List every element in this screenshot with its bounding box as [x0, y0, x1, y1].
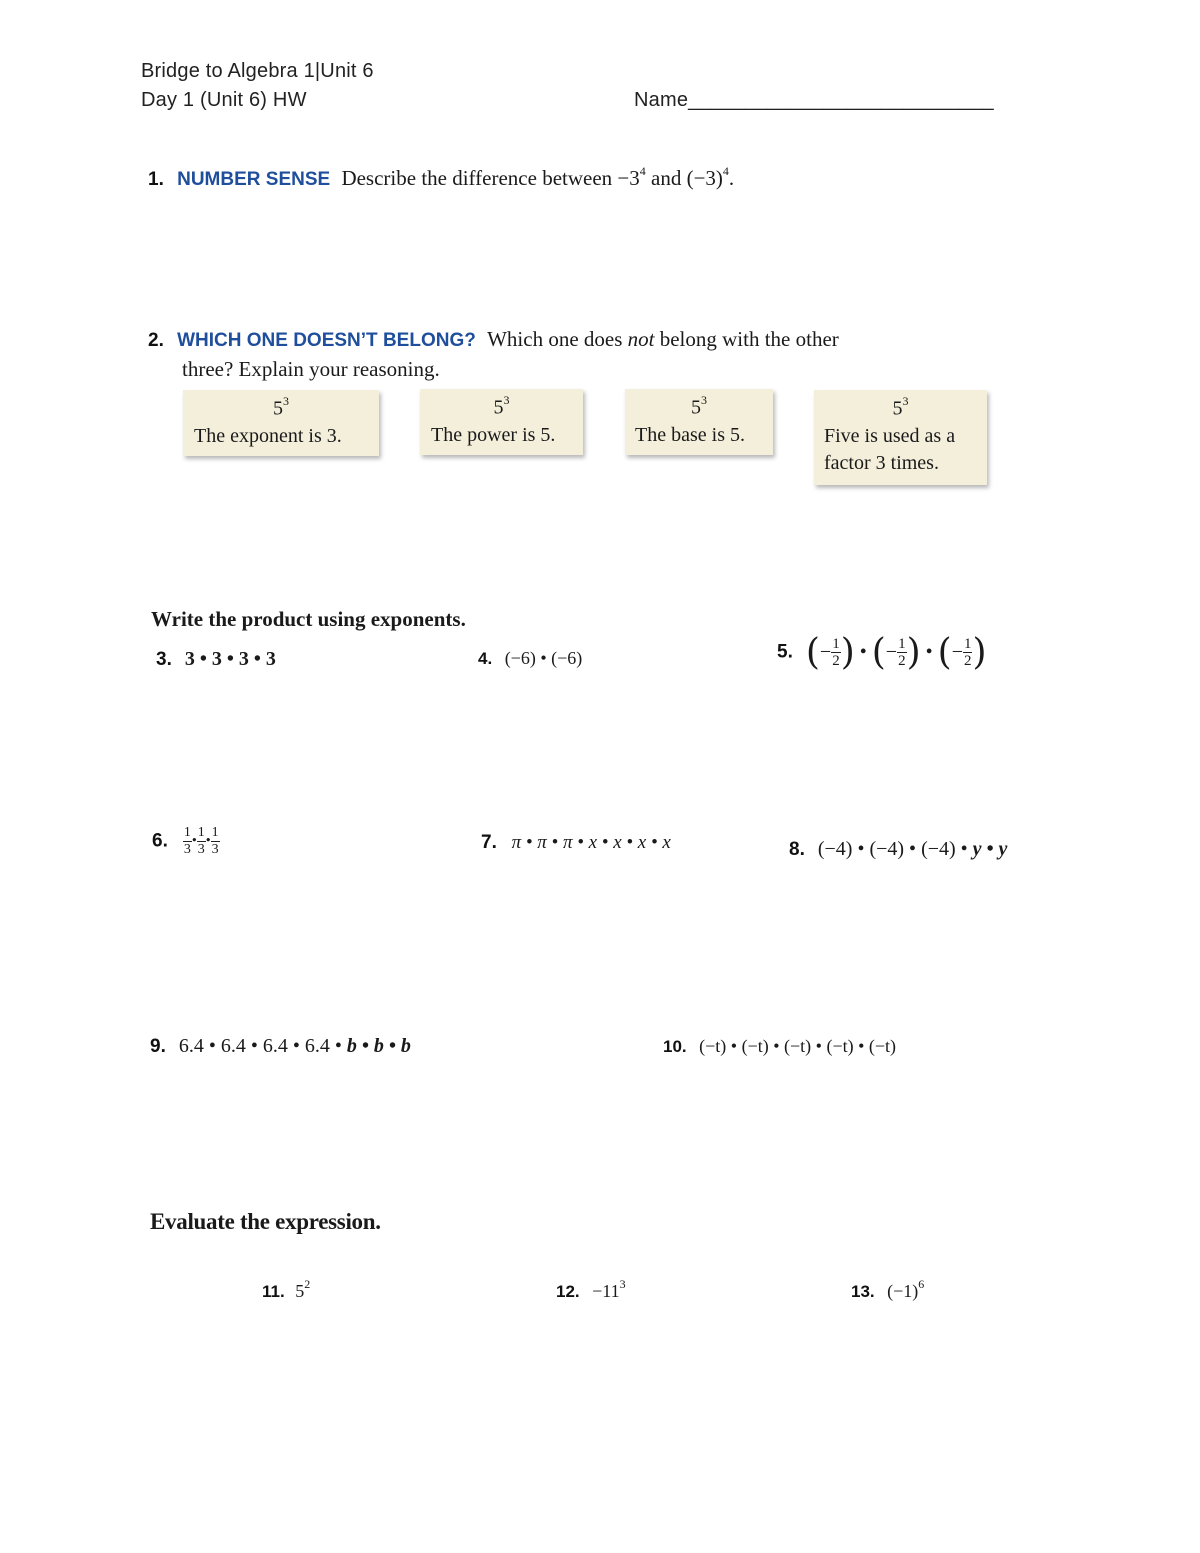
course-title: Bridge to Algebra 1|Unit 6 [141, 60, 374, 82]
problem-number: 4. [478, 649, 493, 668]
problem-tag: WHICH ONE DOESN’T BELONG? [177, 330, 476, 351]
card-power: $5^3$ [273, 394, 289, 420]
problem-number: 6. [152, 830, 168, 852]
problem-11 [262, 1279, 310, 1302]
problem-12 [556, 1279, 626, 1302]
card-text: The base is 5. [635, 423, 745, 446]
problem-text-c: three? Explain your reasoning. [182, 357, 440, 381]
problem-variables: b • b • b [346, 1035, 411, 1057]
problem-expression: (−6) • (−6) [504, 648, 583, 668]
problem-6 [152, 825, 220, 858]
card-text: The exponent is 3. [194, 424, 342, 447]
card-text: The power is 5. [431, 423, 556, 446]
name-field[interactable]: Name___________________________ [634, 89, 994, 111]
problem-number: 2. [148, 330, 164, 351]
problem-9 [150, 1035, 411, 1058]
problem-number: 8. [789, 839, 805, 860]
problem-7 [481, 832, 671, 854]
problem-expression: $5^2$ [295, 1277, 311, 1301]
problem-expression: 6.4 • 6.4 • 6.4 • 6.4 • [178, 1035, 342, 1057]
problem-5 [777, 632, 987, 673]
problem-number: 13. [851, 1282, 875, 1301]
problem-8 [789, 838, 1007, 861]
card-power: $5^3$ [892, 394, 909, 420]
problem-number: 12. [556, 1282, 580, 1301]
problem-text-not: not [627, 327, 655, 351]
problem-number: 11. [262, 1282, 285, 1301]
section-heading-evaluate: Evaluate the expression. [150, 1209, 381, 1234]
problem-4 [478, 648, 582, 669]
problem-text: Describe the difference between $-3^4$ and $(-3)^4$. [341, 164, 735, 190]
card-power: $5^3$ [493, 393, 510, 419]
problem-2 [148, 325, 908, 383]
problem-expression: $-11^3$ [592, 1277, 626, 1301]
card-text-line1: Five is used as a [824, 424, 956, 447]
problem-expression: (− $\frac{1}{2}$ ) • (− $\frac{1}{2}$ ) • (− $\frac{1}{2}$ ) [805, 632, 987, 673]
section-heading-products: Write the product using exponents. [151, 607, 466, 631]
problem-number: 7. [481, 832, 497, 853]
problem-number: 10. [663, 1037, 687, 1056]
problem-text-b: belong with the other [659, 327, 839, 351]
problem-expression: π • π • π • x • x • x • x [511, 832, 671, 853]
problem-3 [156, 648, 276, 671]
problem-expression: 3 • 3 • 3 • 3 [184, 648, 276, 670]
problem-expression: $(-1)^6$ [887, 1277, 925, 1301]
problem-number: 9. [150, 1036, 166, 1057]
problem-text-a: Which one does [487, 327, 623, 351]
problem-tag: NUMBER SENSE [177, 169, 331, 190]
problem-variables: y • y [972, 838, 1008, 860]
option-card-1 [183, 390, 379, 456]
problem-expression: $\frac{1}{3}$ • $\frac{1}{3}$ • $\frac{1}{3}$ [183, 825, 219, 857]
problem-number: 3. [156, 649, 172, 670]
assignment-title: Day 1 (Unit 6) HW [141, 89, 307, 111]
option-card-3 [625, 389, 773, 455]
option-card-2 [420, 389, 583, 455]
card-text-line2: factor 3 times. [824, 451, 939, 474]
card-power: $5^3$ [691, 393, 707, 419]
option-card-4 [814, 390, 987, 485]
problem-expression: (−4) • (−4) • (−4) • [817, 838, 968, 860]
problem-expression: (−t) • (−t) • (−t) • (−t) • (−t) [699, 1036, 897, 1056]
problem-10 [663, 1036, 896, 1057]
problem-1 [148, 166, 734, 191]
problem-13 [851, 1279, 924, 1302]
problem-number: 5. [777, 641, 793, 663]
problem-number: 1. [148, 169, 164, 190]
